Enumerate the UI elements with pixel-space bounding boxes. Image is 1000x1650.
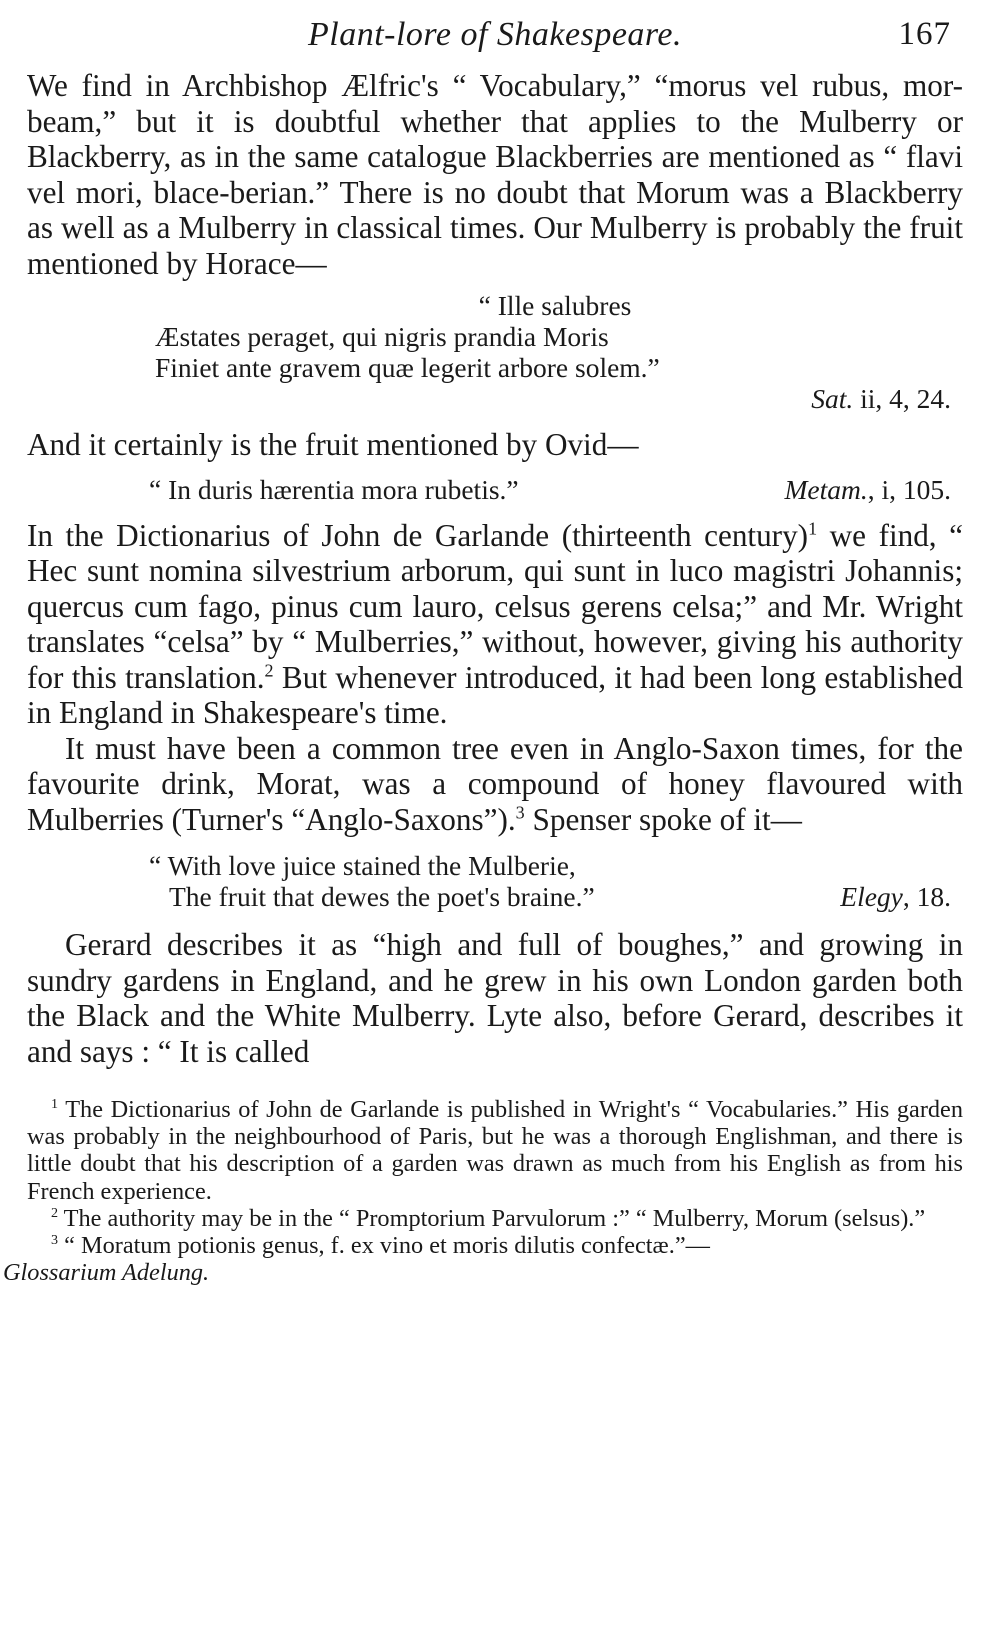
footnote-ref-1[interactable]: 1 xyxy=(808,518,818,539)
footnote-3 xyxy=(3,1231,963,1287)
footnote-text: The Dictionarius of John de Garlande is published in Wright's “ Vocabularies.” His garden was probably in the neighbourhood of Paris, but he was a thorough Englishman, and there is little doubt that his description of a garden was drawn as much from his English as from his French experience. xyxy=(27,1096,963,1205)
footnote-mark: 3 xyxy=(51,1231,59,1248)
quote-spenser-line-1: “ With love juice stained the Mulberie, xyxy=(149,850,576,881)
footnote-ref-3[interactable]: 3 xyxy=(515,802,525,823)
quote-horace-line-1: “ Ille salubres xyxy=(478,290,632,321)
paragraph-ovid: And it certainly is the fruit mentioned by Ovid— xyxy=(27,427,639,462)
page-header xyxy=(27,0,963,68)
citation-work: Sat. xyxy=(811,383,854,414)
quote-horace-citation xyxy=(27,383,963,414)
running-title: Plant-lore of Shakespeare. xyxy=(307,16,682,53)
quote-horace-line-3: Finiet ante gravem quæ legerit arbore solem.” xyxy=(155,352,660,383)
citation-ref: , 18. xyxy=(902,881,951,912)
quote-horace-line-2: Æstates peraget, qui nigris prandia Moris xyxy=(155,321,609,352)
footnote-mark: 1 xyxy=(51,1095,59,1112)
quote-ovid-citation xyxy=(784,474,951,505)
paragraph-garlande-part-2: we find, “ Hec sunt nomina silvestrium arborum, qui sunt in luco magistri Johannis; quercus cum fago, pinus cum lauro, celsus gerens celsa;” and Mr. Wright translates “celsa” by “ Mulberries,” without, however, giving his authority for this translation. xyxy=(27,517,963,695)
paragraph-anglo-saxon xyxy=(27,731,963,838)
citation-work: Elegy xyxy=(840,881,903,912)
paragraph-aelfric: We find in Archbishop Ælfric's “ Vocabulary,” “morus vel rubus, mor-beam,” but it is doubtful whether that applies to the Mulberry or Blackberry, as in the same catalogue Blackberries are mentioned as “ flavi vel mori, blace-berian.” There is no doubt that Morum was a Blackberry as well as a Mulberry in classical times. Our Mulberry is probably the fruit mentioned by Horace— xyxy=(27,68,963,281)
footnote-text: “ Moratum potionis genus, f. ex vino et moris dilutis confectæ.”— xyxy=(58,1232,710,1260)
book-page xyxy=(3,0,963,1287)
quote-spenser xyxy=(27,850,963,912)
footnote-1 xyxy=(27,1096,963,1205)
quote-spenser-line-2: The fruit that dewes the poet's braine.” xyxy=(169,881,595,912)
footnotes xyxy=(3,1095,963,1287)
footnote-source: Glossarium Adelung. xyxy=(3,1259,210,1287)
quote-spenser-citation xyxy=(840,881,951,912)
quote-spenser-row-2 xyxy=(27,881,963,912)
citation-work: Metam. xyxy=(784,473,868,505)
paragraph-anglo-saxon-tail: Spenser spoke of it— xyxy=(524,801,802,837)
quote-horace xyxy=(27,290,963,414)
paragraph-gerard: Gerard describes it as “high and full of boughes,” and growing in sundry gardens in England, and he grew in his own London garden both the Black and the White Mulberry. Lyte also, before Gerard, describes it and says : “ It is called xyxy=(27,927,963,1069)
paragraph-anglo-saxon-text: It must have been a common tree even in Anglo-Saxon times, for the favourite drink, Morat, was a compound of honey flavoured with Mulberries (Turner's “Anglo-Saxons”). xyxy=(27,730,963,837)
paragraph-garlande-part-3: But whenever introduced, it had been long established in England in Shakespeare's time. xyxy=(27,659,963,730)
paragraph-garlande xyxy=(27,518,963,731)
body-text xyxy=(27,68,963,1069)
quote-ovid xyxy=(27,474,963,505)
footnote-mark: 2 xyxy=(51,1204,59,1221)
page-number: 167 xyxy=(898,16,951,52)
citation-ref: ii, 4, 24. xyxy=(853,383,951,414)
footnote-ref-2[interactable]: 2 xyxy=(264,660,274,681)
footnote-2 xyxy=(27,1205,963,1232)
citation-ref: , i, 105. xyxy=(867,473,951,505)
paragraph-garlande-part-1: In the Dictionarius of John de Garlande (thirteenth century) xyxy=(27,517,809,553)
quote-ovid-line: “ In duris hærentia mora rubetis.” xyxy=(149,473,519,505)
footnote-text: The authority may be in the “ Promptorium Parvulorum :” “ Mulberry, Morum (selsus).” xyxy=(58,1204,926,1232)
